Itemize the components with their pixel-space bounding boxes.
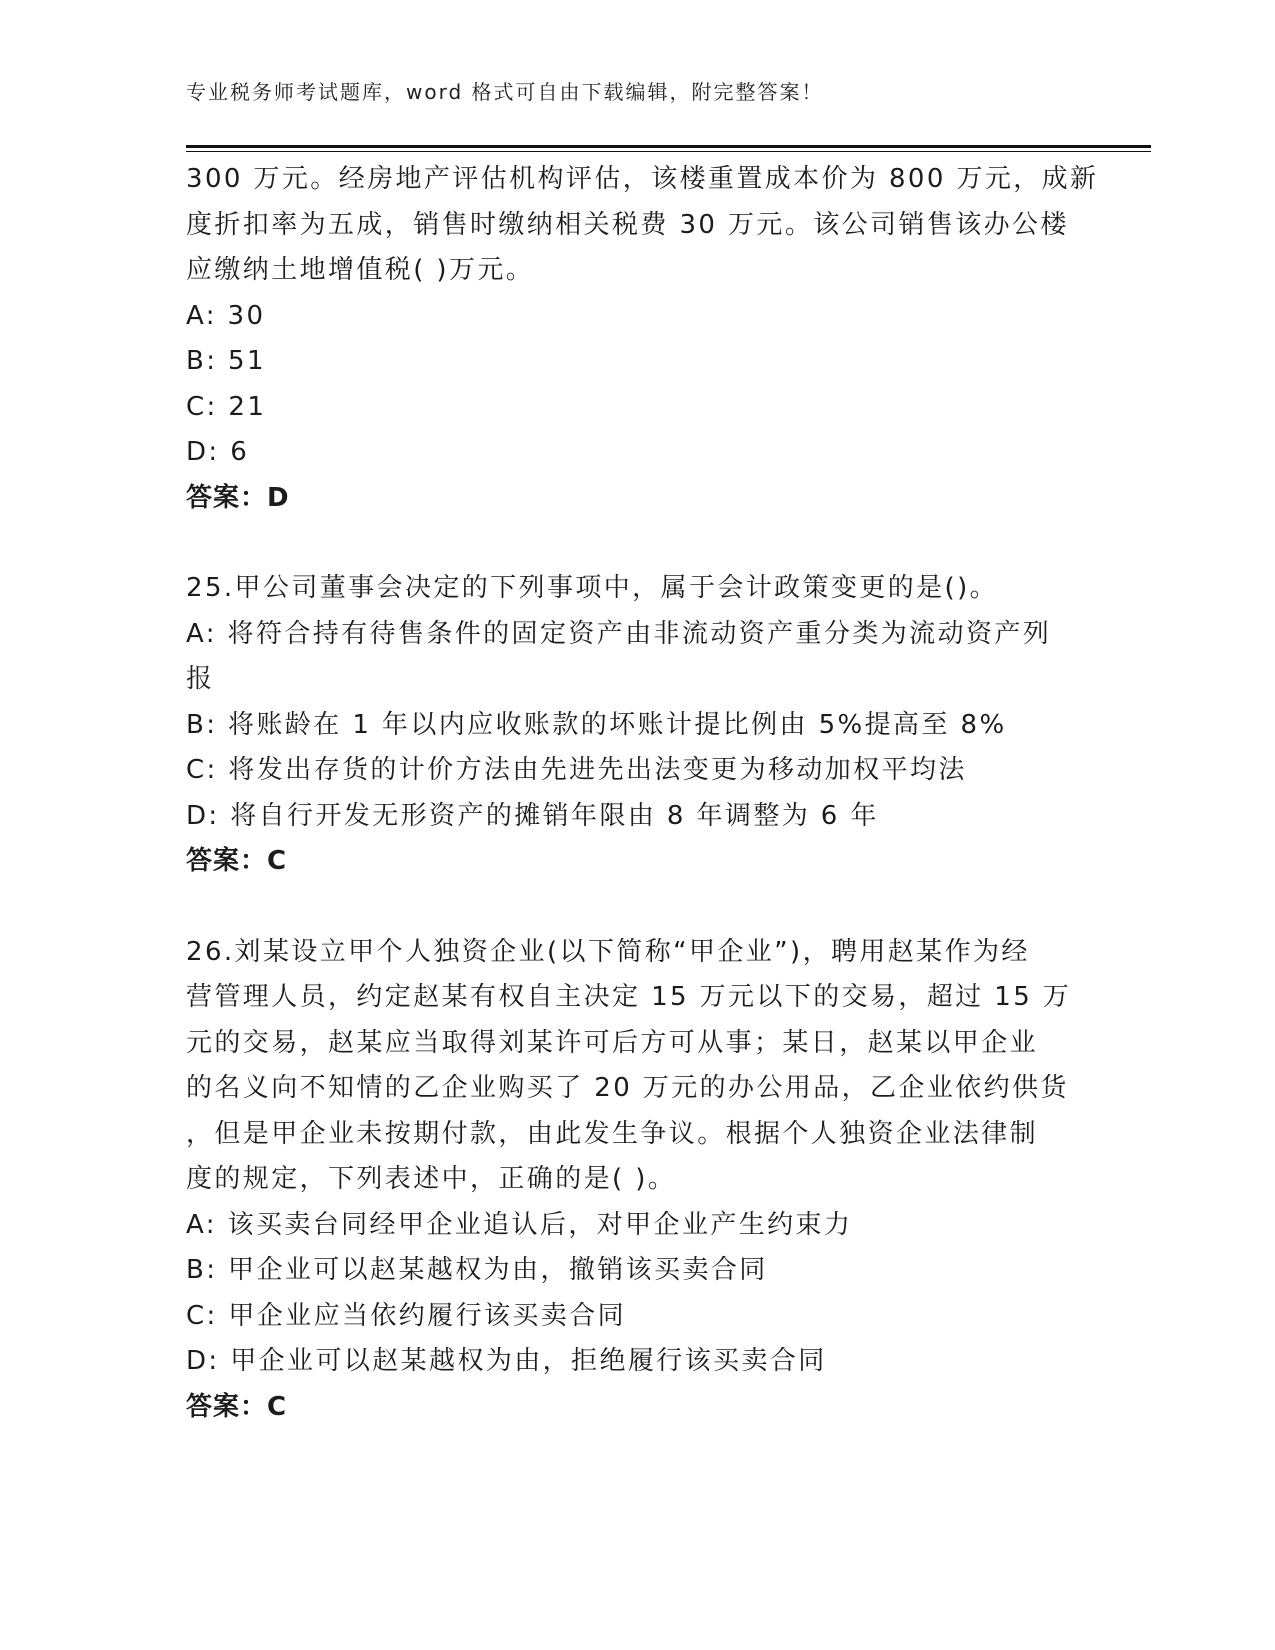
question-spacer xyxy=(186,521,1086,566)
option-a: A: 将符合持有待售条件的固定资产由非流动资产重分类为流动资产列 xyxy=(186,618,1052,649)
option-b: B: 甲企业可以赵某越权为由，撤销该买卖合同 xyxy=(186,1255,768,1285)
page-header-note: 专业税务师考试题库，word 格式可自由下载编辑，附完整答案！ xyxy=(186,80,824,104)
option-c: C: 21 xyxy=(186,391,267,422)
question-stem-line: ，但是甲企业未按期付款，由此发生争议。根据个人独资企业法律制 xyxy=(186,1118,1039,1149)
option-d: D: 将自行开发无形资产的摊销年限由 8 年调整为 6 年 xyxy=(186,800,879,831)
question-stem-line: 的名义向不知情的乙企业购买了 20 万元的办公用品，乙企业依约供货 xyxy=(186,1073,1069,1103)
option-d: D: 甲企业可以赵某越权为由，拒绝履行该买卖合同 xyxy=(186,1346,827,1376)
answer-label: 答案：D xyxy=(186,482,290,513)
question-content xyxy=(186,157,1099,1430)
question-stem-line: 营管理人员，约定赵某有权自主决定 15 万元以下的交易，超过 15 万 xyxy=(186,982,1072,1012)
option-c: C: 将发出存货的计价方法由先进先出法变更为移动加权平均法 xyxy=(186,755,967,785)
header-rule-thin xyxy=(186,151,1151,152)
question-spacer xyxy=(186,885,1086,930)
option-c: C: 甲企业应当依约履行该买卖合同 xyxy=(186,1300,626,1331)
option-b: B: 51 xyxy=(186,346,266,376)
question-stem-line: 应缴纳土地增值税( )万元。 xyxy=(186,255,535,285)
question-stem-line: 元的交易，赵某应当取得刘某许可后方可从事；某日，赵某以甲企业 xyxy=(186,1027,1039,1058)
option-a: A: 30 xyxy=(186,300,266,331)
question-24 xyxy=(186,157,1099,521)
answer-label: 答案：C xyxy=(186,846,288,876)
question-26 xyxy=(186,930,1086,1431)
option-b: B: 将账龄在 1 年以内应收账款的坏账计提比例由 5%提高至 8% xyxy=(186,709,1007,740)
option-d: D: 6 xyxy=(186,437,250,467)
question-stem-line: 度的规定，下列表述中，正确的是( )。 xyxy=(186,1164,677,1194)
option-a-continued: 报 xyxy=(186,664,215,694)
question-stem-line: 26.刘某设立甲个人独资企业(以下简称“甲企业”)，聘用赵某作为经 xyxy=(186,936,1030,967)
question-stem-line: 300 万元。经房地产评估机构评估，该楼重置成本价为 800 万元，成新 xyxy=(186,164,1099,194)
header-rule-thick xyxy=(186,145,1151,148)
question-stem-line: 度折扣率为五成，销售时缴纳相关税费 30 万元。该公司销售该办公楼 xyxy=(186,209,1069,240)
question-stem-line: 25.甲公司董事会决定的下列事项中，属于会计政策变更的是()。 xyxy=(186,573,999,603)
question-25 xyxy=(186,566,1086,885)
option-a: A: 该买卖台同经甲企业追认后，对甲企业产生约束力 xyxy=(186,1209,853,1240)
answer-label: 答案：C xyxy=(186,1391,288,1422)
